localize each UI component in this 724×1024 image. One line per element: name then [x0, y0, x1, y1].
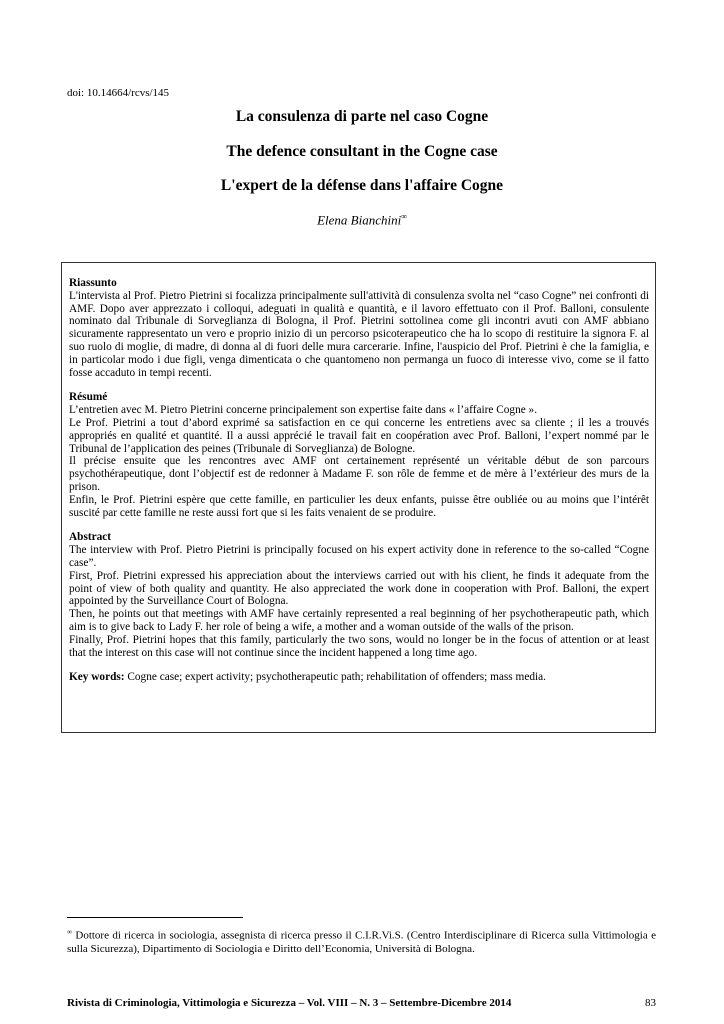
- abstract-heading: Abstract: [69, 531, 112, 544]
- page-number: 83: [645, 997, 656, 1009]
- abstract-paragraph: First, Prof. Pietrini expressed his appreciation about the interviews carried out with his client, he finds it adequate from the point of view of both quality and quantity. He also appreciated the work done in cooperation with Prof. Balloni, the expert appointed by the Surveillance Court of Bologna.: [69, 569, 649, 608]
- abstract-paragraph: Finally, Prof. Pietrini hopes that this family, particularly the two sons, would no longer be in the focus of attention or at least that the interest on this case will not continue since the incident happened a long time ago.: [69, 633, 649, 659]
- abstract-paragraph: The interview with Prof. Pietro Pietrini is principally focused on his expert activity done in reference to the so-called “Cogne case”.: [69, 544, 649, 569]
- resume-paragraph: L’entretien avec M. Pietro Pietrini concerne principalement son expertise faite dans « l’affaire Cogne ».: [69, 404, 538, 417]
- riassunto-section: [69, 277, 649, 379]
- page-footer: [67, 997, 656, 1010]
- footnote-divider: [67, 917, 243, 918]
- doi: doi: 10.14664/rcvs/145: [67, 87, 170, 99]
- author: [0, 209, 724, 228]
- footnote: [67, 926, 656, 956]
- resume-paragraph: Le Prof. Pietrini a tout d’abord exprimé sa satisfaction en ce qui concerne les entretiens avec sa cliente ; il les a trouvés appropriés en qualité et quantité. Il a aussi apprécié le travail fait en coopération avec Prof. Balloni, l’expert nommé par le Tribunal de l’application des peines (Tribunale di Sorveglianza) de Bologne.: [69, 416, 649, 455]
- author-name: Elena Bianchini: [317, 212, 402, 228]
- riassunto-heading: Riassunto: [69, 277, 117, 289]
- keywords-text: Cogne case; expert activity; psychotherapeutic path; rehabilitation of offenders; mass media.: [127, 671, 546, 684]
- journal-citation: Rivista di Criminologia, Vittimologia e Sicurezza – Vol. VIII – N. 3 – Settembre-Dicembre 2014: [67, 997, 512, 1009]
- title-french: L'expert de la défense dans l'affaire Cogne: [220, 177, 504, 194]
- abstract-paragraph: Then, he points out that meetings with AMF have certainly represented a real beginning of her psychotherapeutic path, which aim is to give back to Lady F. her role of being a wife, a mother and a woman outside of the walls of the prison.: [69, 608, 649, 633]
- title-block: [0, 108, 724, 228]
- resume-heading: Résumé: [69, 391, 108, 404]
- title-italian: La consulenza di parte nel caso Cogne: [235, 108, 489, 125]
- keywords: [69, 671, 649, 684]
- riassunto-text: L'intervista al Prof. Pietro Pietrini si focalizza principalmente sull'attività di consulenza svolta nel “caso Cogne” nei confronti di AMF. Dopo aver apprezzato i colloqui, adeguati in qualità e quantità, e il lavoro effettuato con il Prof. Balloni, consulente nominato dal Tribunale di Sorveglianza di Bologna, il Prof. Pietrini sottolinea come gli incontri avuti con AMF abbiano sicuramente rappresentato un vero e proprio inizio di un percorso psicoterapeutico che ha lo scopo di restituire la signora F. al suo ruolo di moglie, di madre, di donna al di fuori delle mura carcerarie. Infine, l'auspicio del Prof. Pietrini è che la famiglia, e in particolar modo i due figli, venga dimenticata o che quantomeno non permanga un fuoco di interesse vivo, come se il fatto fosse accaduto in tempi recenti.: [69, 289, 649, 379]
- footnote-text: Dottore di ricerca in sociologia, assegnista di ricerca presso il C.I.R.Vi.S. (Centro Interdisciplinare di Ricerca sulla Vittimologia e sulla Sicurezza), Dipartimento di Sociologia e Diritto dell’Economia, Università di Bologna.: [67, 929, 656, 955]
- keywords-label: Key words:: [69, 671, 125, 684]
- title-english: The defence consultant in the Cogne case: [226, 143, 498, 160]
- abstract-box: [61, 262, 656, 733]
- resume-paragraph: Il précise ensuite que les rencontres avec AMF ont certainement représenté un véritable début de son parcours psychothérapeutique, dont l’objectif est de redonner à Madame F. son rôle de femme et de mère à l’extérieur des murs de la prison.: [69, 455, 649, 493]
- resume-paragraph: Enfin, le Prof. Pietrini espère que cette famille, en particulier les deux enfants, puisse être oubliée ou au moins que l’intérêt suscité par cette famille ne reste aussi fort que si les faits venaient de se produire.: [69, 493, 649, 519]
- resume-section: [69, 391, 649, 519]
- footnote-mark: ∞: [67, 928, 72, 936]
- abstract-section: [69, 531, 649, 659]
- author-footnote-mark: ∞: [401, 212, 407, 221]
